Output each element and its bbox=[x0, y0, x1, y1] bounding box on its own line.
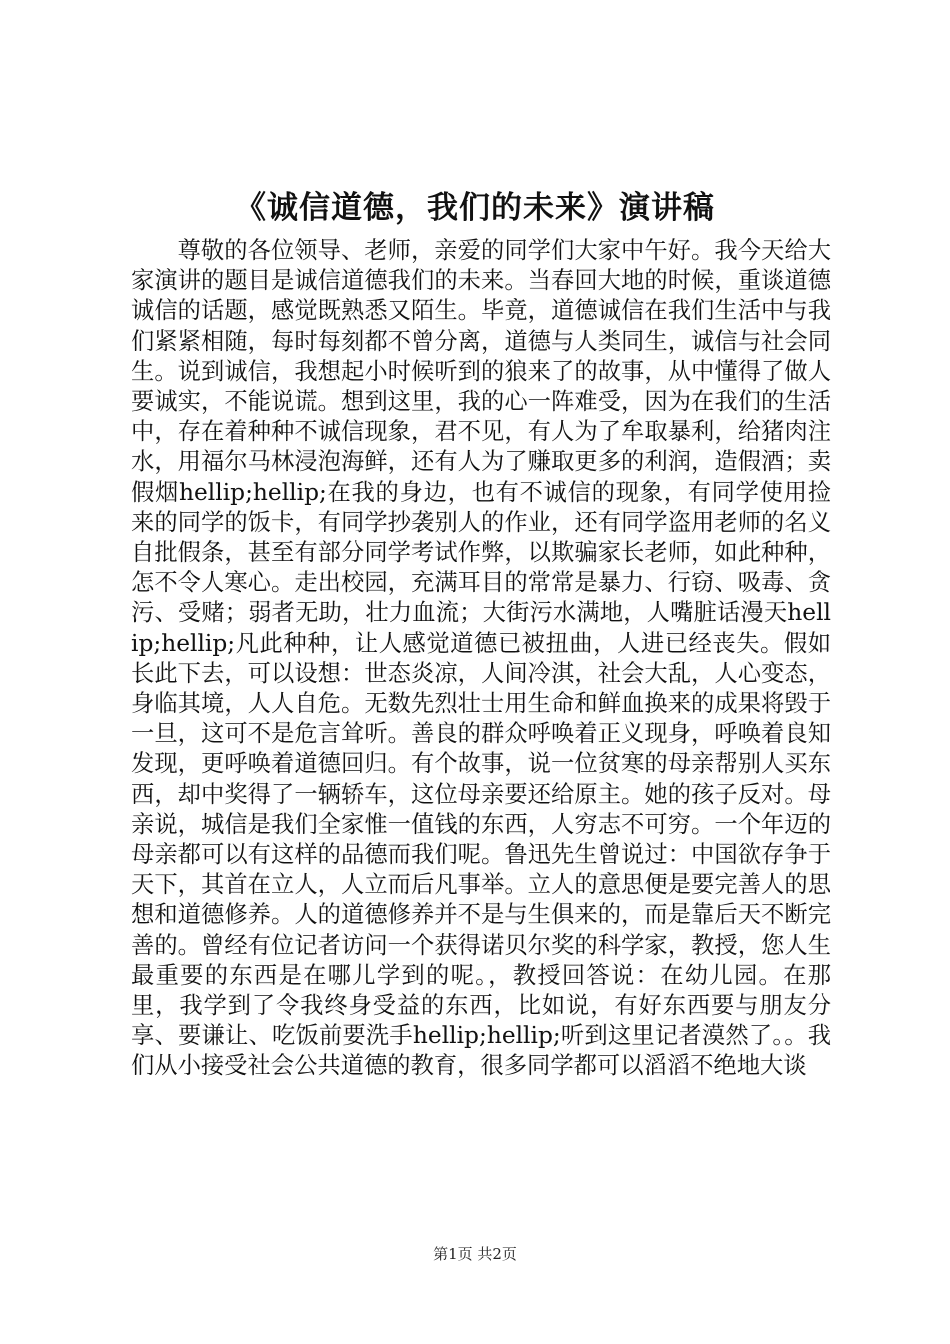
page-number-footer: 第1页 共2页 bbox=[433, 1245, 517, 1263]
speech-body-paragraph: 尊敬的各位领导、老师，亲爱的同学们大家中午好。我今天给大家演讲的题目是诚信道德我们的未来。当春回大地的时候，重谈道德诚信的话题，感觉既熟悉又陌生。毕竟，道德诚信在我们生活中与我们紧紧相随，每时每刻都不曾分离，道德与人类同生，诚信与社会同生。说到诚信，我想起小时候听到的狼来了的故事，从中懂得了做人要诚实，不能说谎。想到这里，我的心一阵难受，因为在我们的生活中，存在着种种不诚信现象，君不见，有人为了牟取暴利，给猪肉注水，用福尔马林浸泡海鲜，还有人为了赚取更多的利润，造假酒；卖假烟hellip;hellip;在我的身边，也有不诚信的现象，有同学使用捡来的同学的饭卡，有同学抄袭别人的作业，还有同学盗用老师的名义自批假条，甚至有部分同学考试作弊，以欺骗家长老师，如此种种，怎不令人寒心。走出校园，充满耳目的常常是暴力、行窃、吸毒、贪污、受赌；弱者无助，壮力血流；大街污水满地，人嘴脏话漫天hellip;hellip;凡此种种，让人感觉道德已被扭曲，人进已经丧失。假如长此下去，可以设想：世态炎凉，人间冷淇，社会大乱，人心变态，身临其境，人人自危。无数先烈壮士用生命和鲜血换来的成果将毁于一旦，这可不是危言耸听。善良的群众呼唤着正义现身，呼唤着良知发现，更呼唤着道德回归。有个故事，说一位贫寒的母亲帮别人买东西，却中奖得了一辆轿车，这位母亲要还给原主。她的孩子反对。母亲说，城信是我们全家惟一值钱的东西，人穷志不可穷。一个年迈的母亲都可以有这样的品德而我们呢。鲁迅先生曾说过：中国欲存争于天下，其首在立人，人立而后凡事举。立人的意思便是要完善人的思想和道德修养。人的道德修养并不是与生俱来的，而是靠后天不断完善的。曾经有位记者访问一个获得诺贝尔奖的科学家，教授，您人生最重要的东西是在哪儿学到的呢。，教授回答说：在幼儿园。在那里，我学到了令我终身受益的东西，比如说，有好东西要与朋友分享、要谦让、吃饭前要洗手hellip;hellip;听到这里记者漠然了。。我们从小接受社会公共道德的教育，很多同学都可以滔滔不绝地大谈 bbox=[131, 237, 831, 1080]
document-title: 《诚信道德，我们的未来》演讲稿 bbox=[235, 190, 715, 226]
